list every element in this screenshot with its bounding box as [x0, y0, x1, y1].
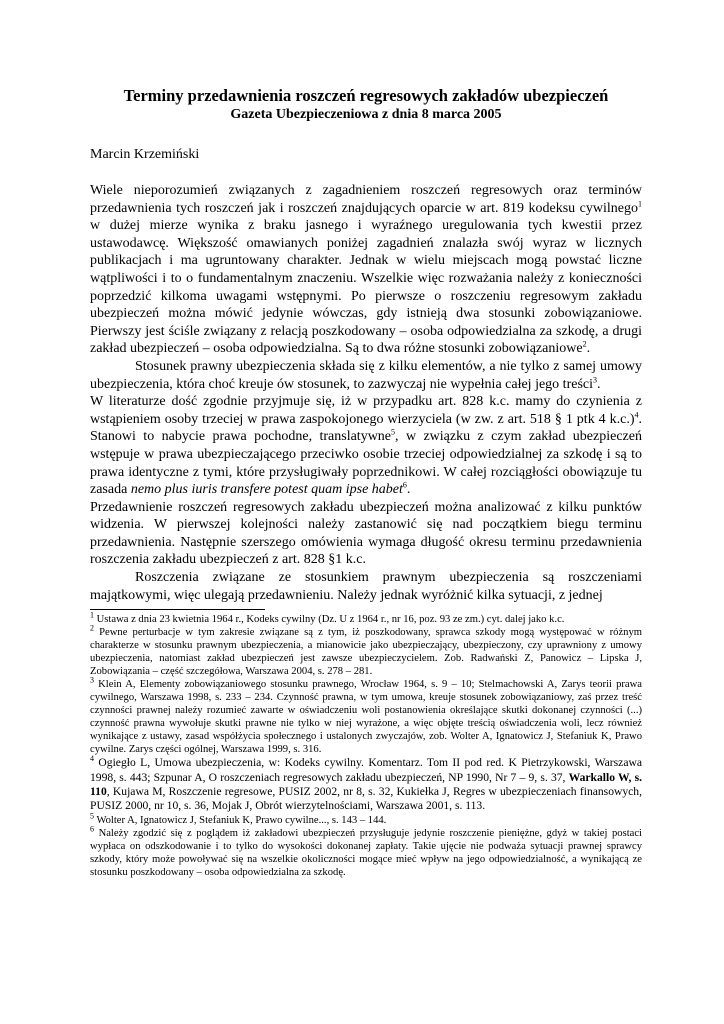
paragraph-3: W literaturze dość zgodnie przyjmuje się, iż w przypadku art. 828 k.c. mamy do czynienia z wstąpieniem osoby trzeciej w prawa zaspokojonego wierzyciela (w zw. z art. 518 § 1 ptk 4 k.c.)$^4$. Stanowi to nabycie prawa pochodne, translatywne$^5$, w związku z czym zakład ubezpieczeń wstępuje w prawa ubezpieczającego przeciwko osobie trzeciej odpowiedzialnej za szkodę i są to prawa identyczne z tymi, które przysługiwały poprzednikowi. W całej rozciągłości obowiązuje tu zasada nemo plus iuris transfere potest quam ipse habet$^6$. — [90, 394, 642, 498]
footnote-2: $^2$ Pewne perturbacje w tym zakresie związane są z tym, iż poszkodowany, sprawca szkody mogą występować w różnym charakterze w stosunku prawnym ubezpieczenia, a mianowicie jako ubezpieczający, ubezpieczony, czy uprawniony z umowy ubezpieczenia, natomiast zakład ubezpieczeń jest zawsze ubezpieczycielem. Zob. Radwański Z, Panowicz – Lipska J, Zobowiązania – część szczegółowa, Warszawa 2004, s. 278 – 281. — [90, 623, 642, 678]
document-page — [90, 86, 642, 879]
author-name: Marcin Krzemiński — [90, 147, 200, 162]
footnote-5: $^5$ Wolter A, Ignatowicz J, Stefaniuk K, Prawo cywilne..., s. 143 – 144. — [90, 811, 387, 826]
footnote-separator — [90, 609, 265, 610]
footnote-1: $^1$ Ustawa z dnia 23 kwietnia 1964 r., Kodeks cywilny (Dz. U z 1964 r., nr 16, poz. 93 ze zm.) cyt. dalej jako k.c. — [90, 610, 565, 626]
footnotes — [90, 610, 642, 879]
footnote-marker-1: 1 — [638, 198, 642, 208]
footnote-marker-6: 6 — [402, 480, 407, 490]
paragraph-4: Przedawnienie roszczeń regresowych zakładu ubezpieczeń można analizować z kilku punktów widzenia. W pierwszej kolejności należy zastanowić się nad początkiem biegu terminu przedawnienia. Następnie szerszego omówienia wymaga długość okresu terminu przedawnienia roszczenia zakładu ubezpieczeń z art. 828 §1 k.c. — [90, 499, 642, 568]
footnote-marker-3: 3 — [593, 374, 597, 384]
footnote-6: $^6$ Należy zgodzić się z poglądem iż zakładowi ubezpieczeń przysługuje jedynie roszczenie pieniężne, gdyż w takiej postaci wypłaca on odszkodowanie i to tylko do wysokości dokonanej zapłaty. Takie ujęcie nie podważa sytuacji prawnej sprawcy szkody, który może powoływać się na wszelkie okoliczności mogące mieć wpływ na jego odpowiedzialność, a wynikającą ze stosunku poszkodowany – osoba odpowiedzialna za szkodę. — [90, 824, 642, 878]
footnote-4: $^4$ Ogiegło L, Umowa ubezpieczenia, w: Kodeks cywilny. Komentarz. Tom II pod red. K Pietrzykowski, Warszawa 1998, s. 443; Szpunar A, O roszczeniach regresowych zakładu ubezpieczeń, NP 1990, Nr 7 – 9, s. 37, Warkallo W, s. 110, Kujawa M, Roszczenie regresowe, PUSIZ 2002, nr 8, s. 32, Kukiełka J, Regres w ubezpieczeniach finansowych, PUSIZ 2000, nr 10, s. 36, Mojak J, Obrót wierzytelnościami, Warszawa 2001, s. 113. — [90, 754, 642, 813]
footnote-marker-5: 5 — [391, 427, 396, 437]
footnote-marker-2: 2 — [582, 339, 587, 349]
latin-maxim: nemo plus iuris transfere potest quam ipse habet — [130, 482, 403, 498]
article-title: Terminy przedawnienia roszczeń regresowych zakładów ubezpieczeń — [123, 86, 609, 105]
article-body — [90, 182, 642, 604]
paragraph-2: Stosunek prawny ubezpieczenia składa się z kilku elementów, a nie tylko z samej umowy ubezpieczenia, która choć kreuje ów stosunek, to zazwyczaj nie wypełnia całej jego treści$^3$. — [90, 358, 642, 392]
footnote-3: $^3$ Klein A, Elementy zobowiązaniowego stosunku prawnego, Wrocław 1964, s. 9 – 10; Stelmachowski A, Zarys teorii prawa cywilnego, Warszawa 1998, s. 233 – 234. Czynność prawna, w tym umowa, kreuje stosunek zobowiązaniowy, zaś przez treść czynności prawnej należy rozumieć zawarte w oświadczeniu woli postanowienia określające skutki dokonanej czynności (...) czynność prawna wywołuje skutki prawne nie tylko w niej wyrażone, a więc objęte treścią oświadczenia woli, lecz również wynikające z ustawy, zasad współżycia społecznego i ustalonych zwyczajów, zob. Wolter A, Ignatowicz J, Stefaniuk K, Prawo cywilne. Zarys części ogólnej, Warszawa 1999, s. 316. — [90, 675, 642, 756]
paragraph-1: Wiele nieporozumień związanych z zagadnieniem roszczeń regresowych oraz terminów przedawnienia tych roszczeń jak i roszczeń znajdujących oparcie w art. 819 kodeksu cywilnego$^1$ w dużej mierze wynika z braku jasnego i wyraźnego uregulowania tych kwestii przez ustawodawcę. Większość omawianych poniżej zagadnień znalazła swój wyraz w licznych publikacjach i ma ugruntowany charakter. Jednak w wielu miejscach mogą powstać liczne wątpliwości i to o fundamentalnym znaczeniu. Wszelkie więc rozważania należy z konieczności poprzedzić kilkoma uwagami wstępnymi. Po pierwsze o roszczeniu regresowym zakładu ubezpieczeń można mówić jedynie wówczas, gdy istnieją dwa stosunki zobowiązaniowe. Pierwszy jest ściśle związany z relacją poszkodowany – osoba odpowiedzialna za szkodę, a drugi zakład ubezpieczeń – osoba odpowiedzialna. Są to dwa różne stosunki zobowiązaniowe$^2$. — [90, 183, 642, 357]
article-subtitle: Gazeta Ubezpieczeniowa z dnia 8 marca 2005 — [230, 107, 502, 122]
paragraph-5: Roszczenia związane ze stosunkiem prawnym ubezpieczenia są roszczeniami majątkowymi, więc ulegają przedawnieniu. Należy jednak wyróżnić kilka sytuacji, z jednej — [90, 570, 642, 603]
footnote-marker-4: 4 — [634, 410, 639, 420]
